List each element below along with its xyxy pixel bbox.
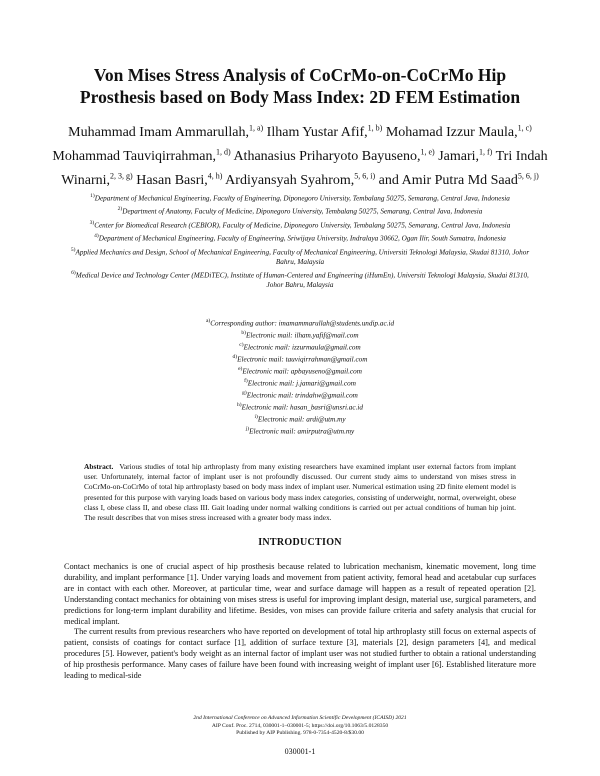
page-footer xyxy=(100,715,500,738)
email-line: $^{c)}$Electronic mail: izzurmaula@gmail.com xyxy=(239,341,361,352)
citation-line: AIP Conf. Proc. 2714, 030001-1–030001-5; https://doi.org/10.1063/5.0128350 xyxy=(211,722,389,729)
conference-venue: 2nd International Conference on Advanced Information Scientific Development (ICAISD) 2021 xyxy=(193,715,407,721)
paragraph: Contact mechanics is one of crucial aspect of hip prosthesis because related to lubrication mechanism, kinematic movement, long time durability, and implant performance [1]. Under varying loads and movement from patient activity, femoral head and acetabular cup surfaces are in contact with each other. Moreover, at particular time, wear and surface damage will happen as a result of repeated operation [2]. Understanding contact mechanics for obtaining von mises stress is useful for improving implant design, material use, surgical parameters, and predictions for long-term implant durability and lifetime. Besides, von mises can provide failure criteria and safety analysis that crucial for medical implant. xyxy=(64,562,536,626)
author: Ilham Yustar Afif,$^{1, b)}$ xyxy=(266,123,383,140)
abstract-text: Various studies of total hip arthroplasty from many existing researchers have examined implant user external factors from implant user. Unfortunately, internal factor of implant user is not profoundly discussed. Our current study aims to understand von mises stress in CoCrMo-on-CoCrMo of total hip arthroplasty based on body mass index of implant user. Numerical estimation using 2D finite element model is presented for this purpose with varying loads based on various body mass index categories, consisting of underweight, normal, overweight, obese class I, obese class II, and obese class III. Gait loading under normal walking conditions is carried out per actual conditions of human hip joint. The result describes that von mises stress increased with a greater body mass index. xyxy=(84,462,516,523)
abstract xyxy=(84,462,516,523)
author: Muhammad Imam Ammarullah,$^{1, a)}$ xyxy=(68,123,264,140)
email-list xyxy=(100,317,500,437)
email-line: $^{b)}$Electronic mail: ilham.yafif@mail.com xyxy=(241,329,359,340)
affiliation-list xyxy=(66,192,534,292)
paragraph: The current results from previous researchers who have reported on development of total hip arthroplasty still focus on external aspects of patient, consists of coatings for contact surface [1], addition of surface texture [3], materials [2], design parameters [4], and medical procedures [5]. However, patient's body weight as an internal factor of implant user was not studied further to obtain a rational understanding of hip prosthesis performance. Many cases of failure have been found with increasing weight of implant user [6]. Established literature more leading to medical-side xyxy=(64,627,536,681)
author: Ardiyansyah Syahrom,$^{5, 6, i)}$ xyxy=(225,171,376,188)
author: Jamari,$^{1, f)}$ xyxy=(438,147,493,164)
email-line: $^{f)}$Electronic mail: j.jamari@gmail.com xyxy=(244,377,356,388)
affiliation: $^{4)}$Department of Mechanical Engineering, Faculty of Engineering, Sriwijaya University, Indralaya 30662, Ogan Ilir, South Sumatra, Indonesia xyxy=(94,233,506,243)
author: and Amir Putra Md Saad$^{5, 6, j)}$ xyxy=(378,171,539,188)
email-line: $^{j)}$Electronic mail: amirputra@utm.my xyxy=(245,425,355,436)
page-number: 030001-1 xyxy=(284,747,316,756)
author: Tri Indah Winarni,$^{2, 3, g)}$ xyxy=(61,148,548,188)
affiliation: $^{2)}$Department of Anatomy, Faculty of Medicine, Diponegoro University, Tembalang 50275, Semarang, Central Java, Indonesia xyxy=(117,206,483,216)
author: Mohamad Izzur Maula,$^{1, c)}$ xyxy=(385,123,532,140)
email-line: $^{a)}$Corresponding author: imamammarullah@students.undip.ac.id xyxy=(205,318,395,328)
affiliation: $^{5)}$Applied Mechanics and Design, School of Mechanical Engineering, Faculty of Mechanical Engineering, Universiti Teknologi Malaysia, Skudai 81310, Johor Bahru, Malaysia xyxy=(70,246,530,266)
author-list xyxy=(48,118,552,190)
section-heading: INTRODUCTION xyxy=(258,537,342,548)
affiliation: $^{3)}$Center for Biomedical Research (CEBIOR), Faculty of Medicine, Diponegoro University, Tembalang 50275, Semarang, Central Java, Indonesia xyxy=(89,219,511,230)
body-text xyxy=(64,562,536,682)
abstract-label: Abstract. xyxy=(84,462,114,471)
email-line: $^{d)}$Electronic mail: tauviqirrahman@gmail.com xyxy=(232,353,368,364)
email-line: $^{g)}$Electronic mail: trindahw@gmail.com xyxy=(242,389,358,400)
paper-title: Von Mises Stress Analysis of CoCrMo-on-CoCrMo Hip Prosthesis based on Body Mass Index: 2D FEM Estimation xyxy=(79,65,521,107)
email-line: $^{e)}$Electronic mail: apbayuseno@gmail.com xyxy=(238,365,362,376)
author: Athanasius Priharyoto Bayuseno,$^{1, e)}$ xyxy=(233,147,435,164)
affiliation: $^{1)}$Department of Mechanical Engineering, Faculty of Engineering, Diponegoro University, Tembalang 50275, Semarang, Central Java, Indonesia xyxy=(90,193,510,203)
author: Hasan Basri,$^{4, h)}$ xyxy=(136,171,223,188)
email-line: $^{h)}$Electronic mail: hasan_basri@unsri.ac.id xyxy=(237,401,363,412)
author: Mohammad Tauviqirrahman,$^{1, d)}$ xyxy=(52,147,231,164)
affiliation: $^{6)}$Medical Device and Technology Center (MEDiTEC), Institute of Human-Centered and Engineering (iHumEn), Universiti Teknologi Malaysia, Skudai 81310, Johor Bahru, Malaysia xyxy=(71,270,529,289)
publisher-line: Published by AIP Publishing. 978-0-7354-4520-8/$30.00 xyxy=(236,730,364,737)
email-line: $^{i)}$Electronic mail: ardi@utm.my xyxy=(254,413,346,424)
